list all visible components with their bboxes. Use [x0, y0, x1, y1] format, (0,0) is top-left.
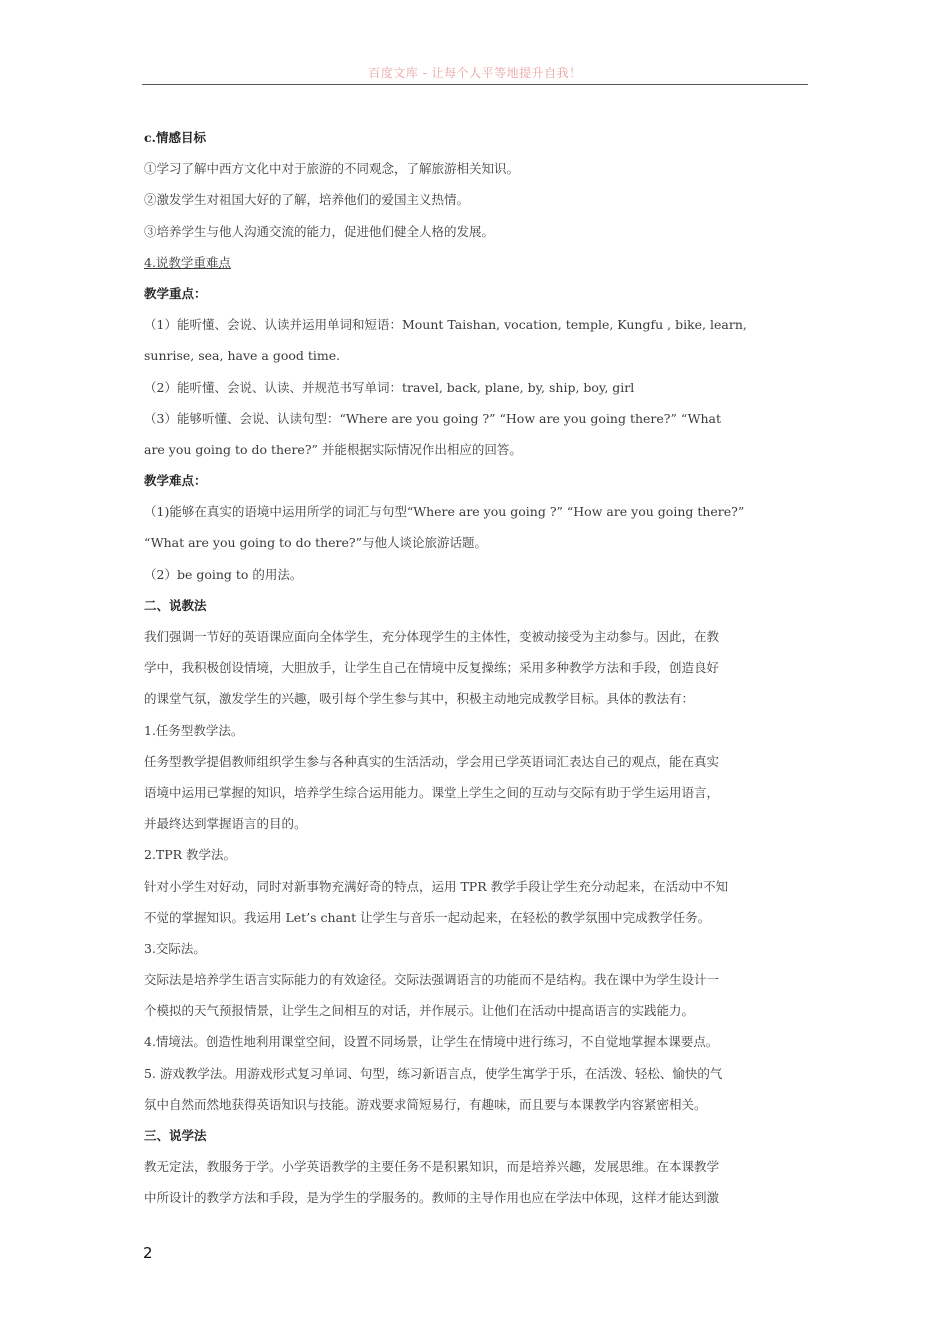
text-line: 5. 游戏教学法。用游戏形式复习单词、句型，练习新语言点，使学生寓学于乐，在活泼、轻松、愉快的气	[144, 1065, 723, 1081]
section-heading: 教学重点：	[144, 285, 207, 301]
text-line	[144, 247, 808, 278]
text-line: 我们强调一节好的英语课应面向全体学生，充分体现学生的主体性，变被动接受为主动参与。因此，在教	[144, 629, 720, 644]
text-line: 语境中运用已掌握的知识，培养学生综合运用能力。课堂上学生之间的互动与交际有助于学生运用语言，	[144, 784, 720, 800]
section-heading: 教学难点：	[144, 473, 207, 489]
text-line: 不觉的掌握知识。我运用 Let’s chant 让学生与音乐一起动起来，在轻松的教学氛围中完成教学任务。	[144, 909, 711, 925]
text-line: 并最终达到掌握语言的目的。	[144, 816, 307, 832]
text-line: ②激发学生对祖国大好的了解，培养他们的爱国主义热情。	[144, 192, 470, 208]
document-body	[144, 122, 808, 1214]
page-header: 百度文库 - 让每个人平等地提升自我！	[142, 64, 808, 85]
text-line: 任务型教学提倡教师组织学生参与各种真实的生活活动，学会用已学英语词汇表达自己的观点，能在真实	[144, 753, 720, 769]
text-line: 3.交际法。	[144, 940, 206, 956]
text-line: 中所设计的教学方法和手段，是为学生的学服务的。教师的主导作用也应在学法中体现，这样才能达到激	[144, 1190, 720, 1206]
underlined-heading: 4.说教学重难点	[144, 254, 231, 270]
text-line: （2）be going to 的用法。	[144, 566, 303, 582]
text-line: （3）能够听懂、会说、认读句型：“Where are you going ?” “How are you going there?” “What	[144, 410, 721, 426]
text-line: “What are you going to do there?”与他人谈论旅游话题。	[144, 535, 488, 551]
text-line: 氛中自然而然地获得英语知识与技能。游戏要求简短易行，有趣味，而且要与本课教学内容紧密相关。	[144, 1096, 707, 1112]
text-line: ①学习了解中西方文化中对于旅游的不同观念，了解旅游相关知识。	[144, 161, 520, 177]
text-line: 针对小学生对好动，同时对新事物充满好奇的特点，运用 TPR 教学手段让学生充分动起来，在活动中不知	[144, 878, 729, 894]
text-line: 2.TPR 教学法。	[144, 847, 237, 863]
section-heading: 二、说教法	[144, 597, 207, 613]
text-line: （1)能够在真实的语境中运用所学的词汇与句型“Where are you going ?” “How are you going there?”	[144, 504, 745, 520]
text-line: （1）能听懂、会说、认读并运用单词和短语：Mount Taishan, vocation, temple, Kungfu , bike, learn,	[144, 317, 747, 333]
page-number: 2	[143, 1244, 153, 1262]
section-heading: 三、说学法	[144, 1128, 207, 1143]
text-line: （2）能听懂、会说、认读、并规范书写单词：travel, back, plane, by, ship, boy, girl	[144, 379, 635, 395]
text-line: 4.情境法。创造性地利用课堂空间，设置不同场景，让学生在情境中进行练习，不自觉地掌握本课要点。	[144, 1034, 719, 1050]
text-line: 交际法是培养学生语言实际能力的有效途径。交际法强调语言的功能而不是结构。我在课中为学生设计一	[144, 972, 720, 988]
text-line: 教无定法，教服务于学。小学英语教学的主要任务不是积累知识，而是培养兴趣，发展思维。在本课教学	[144, 1159, 720, 1175]
text-line: ③培养学生与他人沟通交流的能力，促进他们健全人格的发展。	[144, 223, 495, 239]
text-line: 1.任务型教学法。	[144, 722, 244, 738]
text-line: 的课堂气氛，激发学生的兴趣，吸引每个学生参与其中，积极主动地完成教学目标。具体的教法有：	[144, 691, 695, 707]
text-line: are you going to do there?” 并能根据实际情况作出相应的回答。	[144, 441, 522, 457]
text-line: 学中，我积极创设情境，大胆放手，让学生自己在情境中反复操练；采用多种教学方法和手段，创造良好	[144, 660, 720, 676]
text-line: 个模拟的天气预报情景，让学生之间相互的对话，并作展示。让他们在活动中提高语言的实践能力。	[144, 1003, 695, 1019]
text-line: sunrise, sea, have a good time.	[144, 348, 341, 364]
section-heading: c.情感目标	[144, 130, 206, 145]
